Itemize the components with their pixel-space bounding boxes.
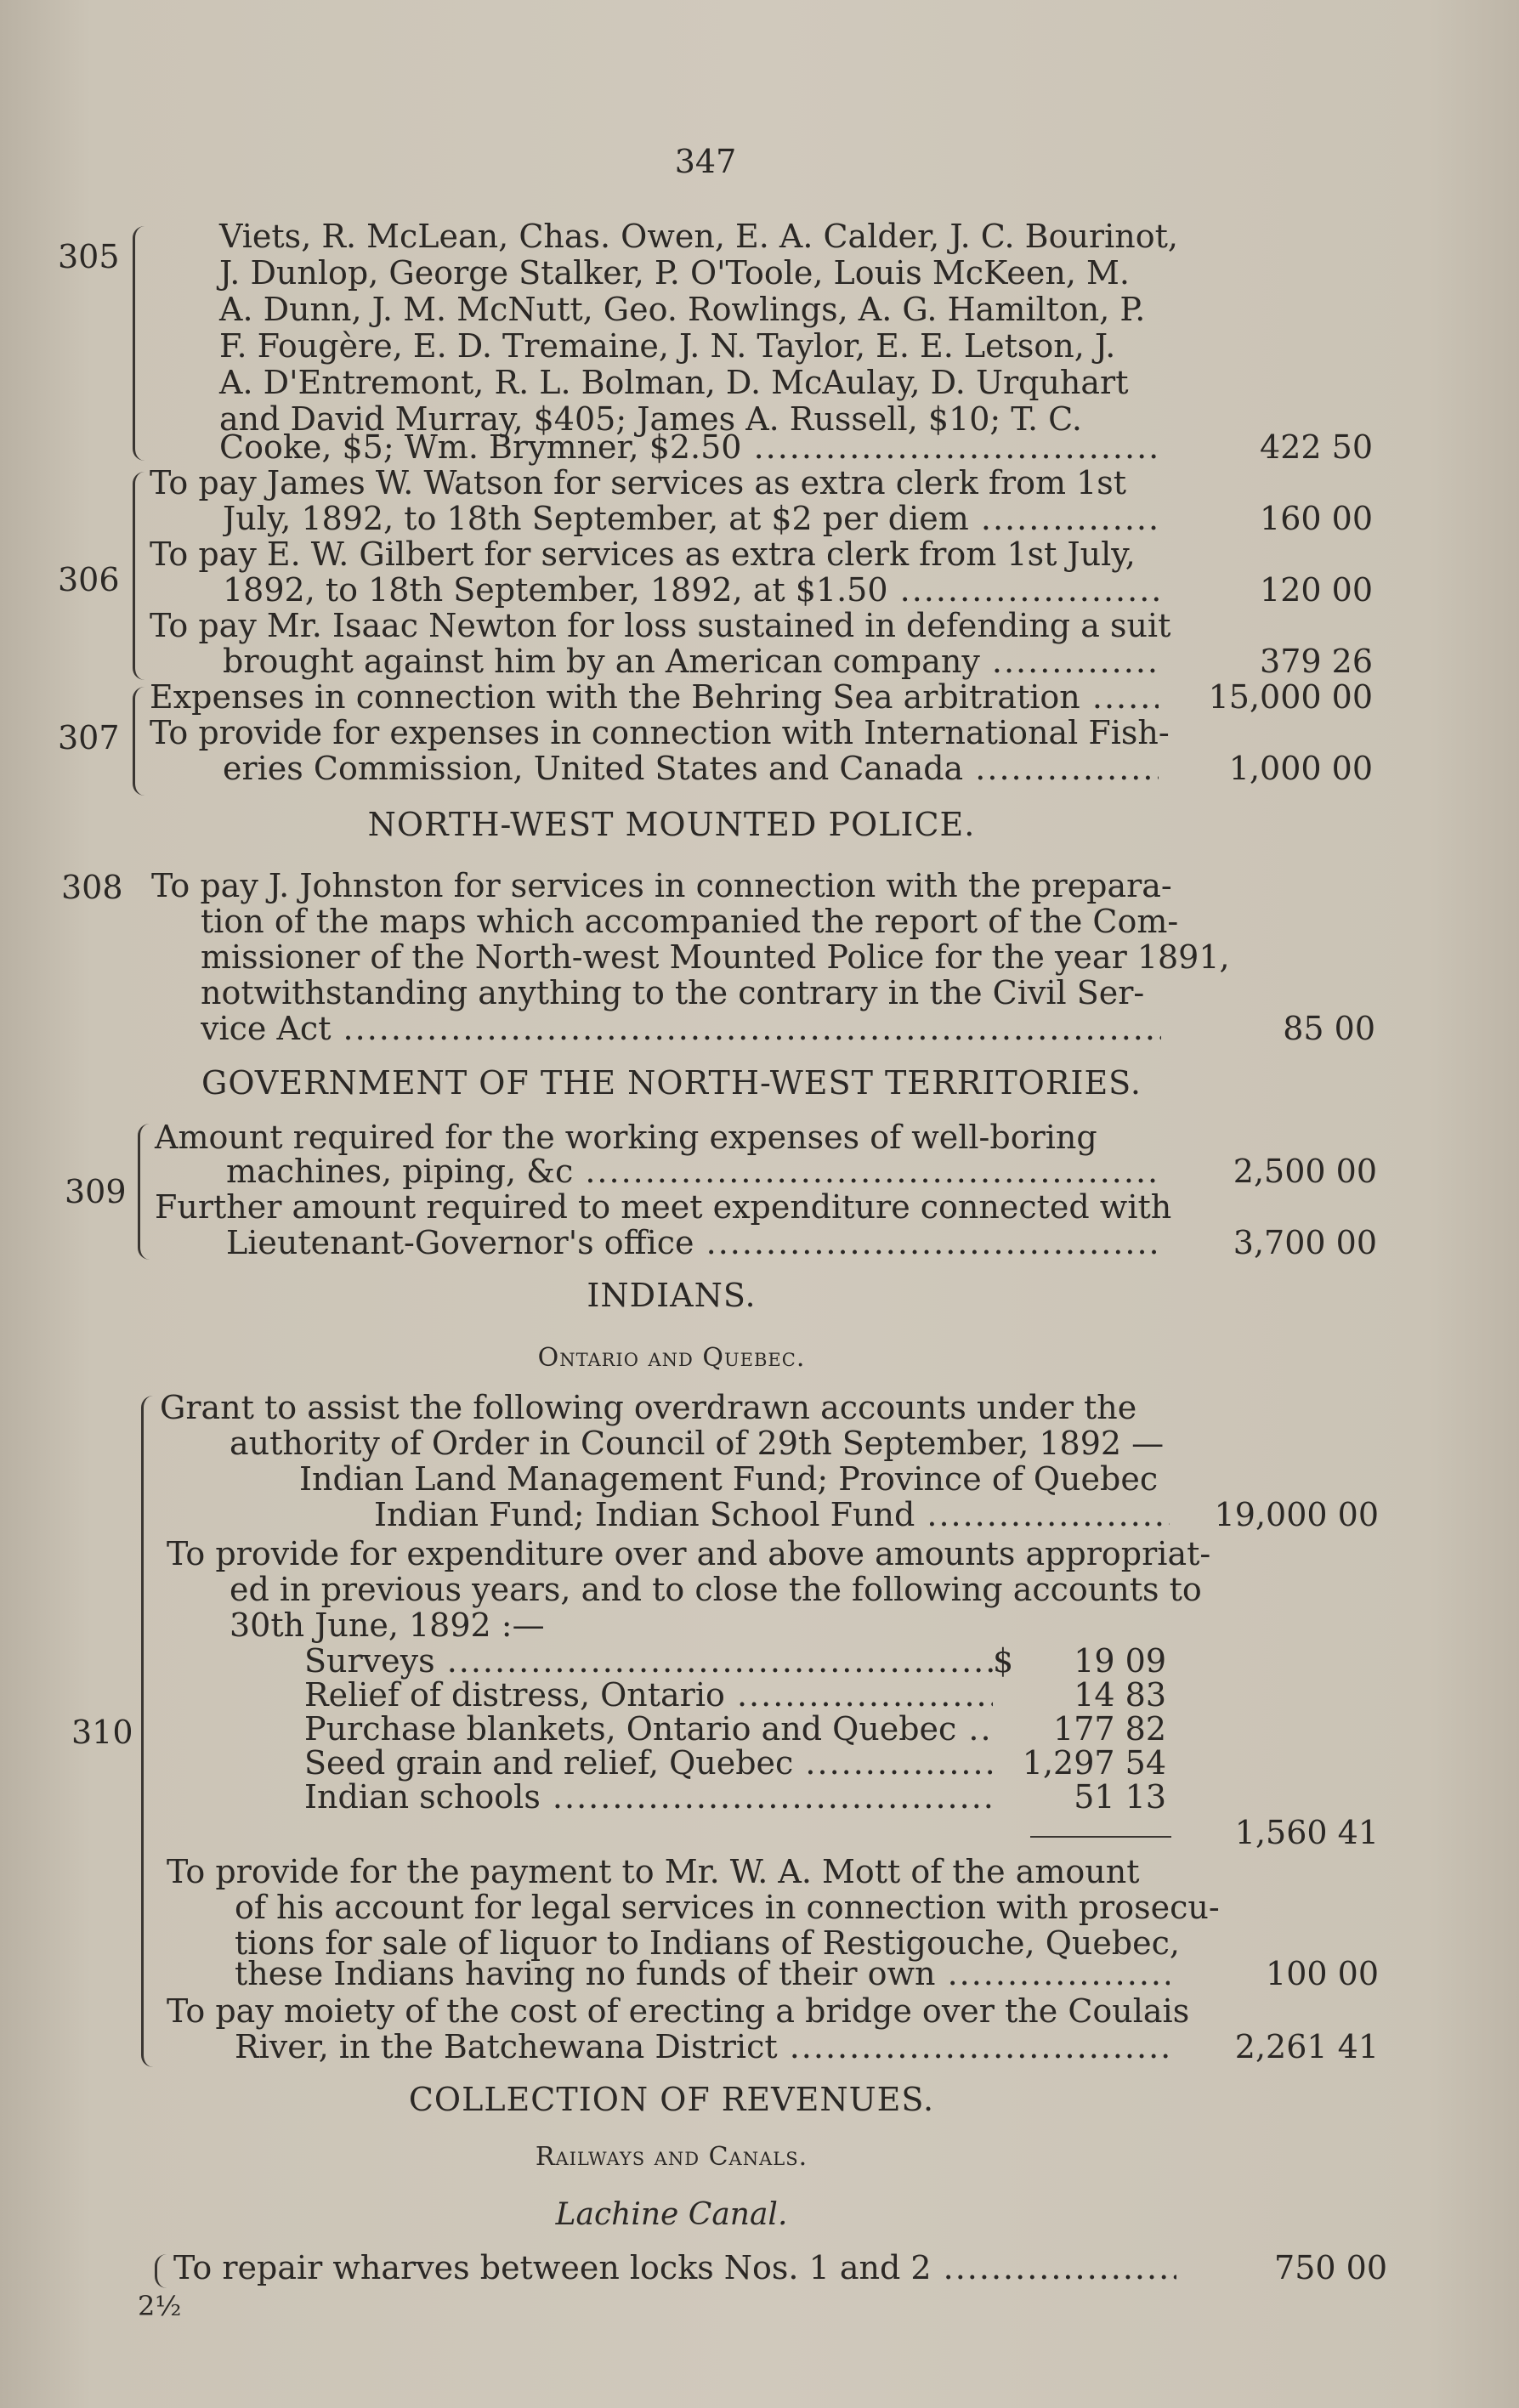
text-line: To pay J. Johnston for services in connection with the prepara-	[151, 867, 1172, 904]
text-line: Viets, R. McLean, Chas. Owen, E. A. Calder, J. C. Bourinot,	[219, 218, 1178, 255]
amount: 1,000 00	[1228, 750, 1373, 787]
text-line: To repair wharves between locks Nos. 1 and 2 .....	[173, 2249, 1176, 2286]
text-line: 1892, to 18th September, 1892, at $1.50 .....	[223, 571, 1159, 609]
text-line: tions for sale of liquor to Indians of Restigouche, Quebec,	[235, 1924, 1180, 1962]
section-heading: COLLECTION OF REVENUES.	[408, 2081, 935, 2118]
amount: 379 26	[1260, 643, 1373, 680]
text-line: To pay James W. Watson for services as extra clerk from 1st	[150, 464, 1127, 501]
text-line: F. Fougère, E. D. Tremaine, J. N. Taylor, E. E. Letson, J.	[219, 327, 1116, 365]
brace-311	[155, 2254, 167, 2288]
section-number-305: 305	[58, 238, 120, 275]
brace-305	[133, 226, 145, 461]
section-number-306: 306	[58, 561, 120, 598]
text-line: and David Murray, $405; James A. Russell, $10; T. C.	[219, 400, 1082, 438]
text-line: July, 1892, to 18th September, at $2 per diem .....	[223, 500, 1159, 537]
text-line: 30th June, 1892 :—	[230, 1606, 545, 1644]
text-line: J. Dunlop, George Stalker, P. O'Toole, Louis McKeen, M.	[219, 254, 1130, 292]
brace-309	[138, 1124, 150, 1260]
italic-heading: Lachine Canal.	[555, 2197, 788, 2232]
sub-heading: Ontario and Quebec.	[537, 1343, 806, 1373]
item-value: 177 82	[1053, 1710, 1166, 1748]
item-value: 19 09	[1074, 1642, 1166, 1680]
section-heading: NORTH-WEST MOUNTED POLICE.	[367, 806, 976, 843]
amount: 1,560 41	[1234, 1814, 1379, 1851]
text-line: authority of Order in Council of 29th September, 1892 —	[230, 1425, 1165, 1462]
text-line: ed in previous years, and to close the following accounts to	[230, 1571, 1202, 1608]
item-label: Relief of distress, Ontario .....	[304, 1676, 993, 1714]
text-line: Cooke, $5; Wm. Brymner, $2.50 .....	[219, 428, 1159, 466]
sum-rule	[1030, 1836, 1171, 1838]
text-line: Indian Fund; Indian School Fund .....	[374, 1496, 1170, 1533]
text-line: To pay E. W. Gilbert for services as extra clerk from 1st July,	[150, 535, 1136, 573]
section-number-310: 310	[71, 1714, 133, 1751]
text-line: River, in the Batchewana District .....	[235, 2028, 1170, 2065]
text-line: machines, piping, &c .....	[226, 1153, 1161, 1190]
item-label: Indian schools .....	[304, 1778, 993, 1816]
sub-heading: Railways and Canals.	[535, 2142, 808, 2172]
section-number-308: 308	[61, 869, 123, 906]
amount: 2,500 00	[1233, 1153, 1377, 1190]
dollar-sign: $	[993, 1642, 1014, 1680]
text-line: A. D'Entremont, R. L. Bolman, D. McAulay, D. Urquhart	[219, 364, 1129, 401]
amount: 422 50	[1260, 428, 1373, 466]
text-line: Further amount required to meet expenditure connected with	[155, 1188, 1172, 1226]
text-line: notwithstanding anything to the contrary in the Civil Ser-	[201, 974, 1145, 1011]
amount: 2,261 41	[1234, 2028, 1379, 2065]
amount: 19,000 00	[1214, 1496, 1379, 1533]
brace-310	[141, 1396, 154, 2067]
item-value: 51 13	[1074, 1778, 1166, 1816]
text-line: To provide for the payment to Mr. W. A. Mott of the amount	[167, 1853, 1140, 1890]
text-line: To provide for expenses in connection with International Fish-	[150, 714, 1170, 751]
item-label: Surveys .....	[304, 1642, 993, 1680]
page-number: 347	[674, 143, 737, 180]
text-line: eries Commission, United States and Canada .....	[223, 750, 1159, 787]
text-line: of his account for legal services in connection with prosecu-	[235, 1889, 1220, 1926]
brace-307	[133, 687, 145, 796]
text-line: these Indians having no funds of their own .....	[235, 1955, 1170, 1992]
amount: 160 00	[1260, 500, 1373, 537]
text-line: Amount required for the working expenses of well-boring	[155, 1119, 1097, 1156]
signature-mark: 2½	[138, 2290, 182, 2322]
section-heading: GOVERNMENT OF THE NORTH-WEST TERRITORIES.	[201, 1064, 1142, 1102]
amount: 120 00	[1260, 571, 1373, 609]
text-line: Grant to assist the following overdrawn accounts under the	[160, 1389, 1137, 1426]
text-line: tion of the maps which accompanied the report of the Com-	[201, 903, 1179, 940]
text-line: Indian Land Management Fund; Province of Quebec	[299, 1460, 1159, 1498]
item-label: Purchase blankets, Ontario and Quebec .....	[304, 1710, 993, 1748]
item-value: 14 83	[1074, 1676, 1166, 1714]
text-line: vice Act .....	[201, 1010, 1161, 1047]
text-line: Expenses in connection with the Behring Sea arbitration .....	[150, 678, 1159, 716]
amount: 85 00	[1283, 1010, 1375, 1047]
text-line: A. Dunn, J. M. McNutt, Geo. Rowlings, A. G. Hamilton, P.	[219, 291, 1146, 328]
text-line: brought against him by an American company .....	[223, 643, 1159, 680]
brace-306	[133, 472, 145, 680]
text-line: Lieutenant-Governor's office .....	[226, 1224, 1161, 1261]
item-label: Seed grain and relief, Quebec .....	[304, 1744, 993, 1782]
section-heading: INDIANS.	[587, 1277, 757, 1314]
text-line: To pay moiety of the cost of erecting a bridge over the Coulais	[167, 1992, 1190, 2030]
section-number-307: 307	[58, 719, 120, 756]
amount: 3,700 00	[1233, 1224, 1377, 1261]
text-line: To provide for expenditure over and above amounts appropriat-	[167, 1535, 1211, 1572]
amount: 100 00	[1266, 1955, 1379, 1992]
item-value: 1,297 54	[1022, 1744, 1166, 1782]
amount: 15,000 00	[1208, 678, 1373, 716]
text-line: missioner of the North-west Mounted Police for the year 1891,	[201, 938, 1230, 976]
text-line: To pay Mr. Isaac Newton for loss sustained in defending a suit	[150, 607, 1171, 644]
section-number-309: 309	[65, 1173, 127, 1210]
amount: 750 00	[1274, 2249, 1387, 2286]
